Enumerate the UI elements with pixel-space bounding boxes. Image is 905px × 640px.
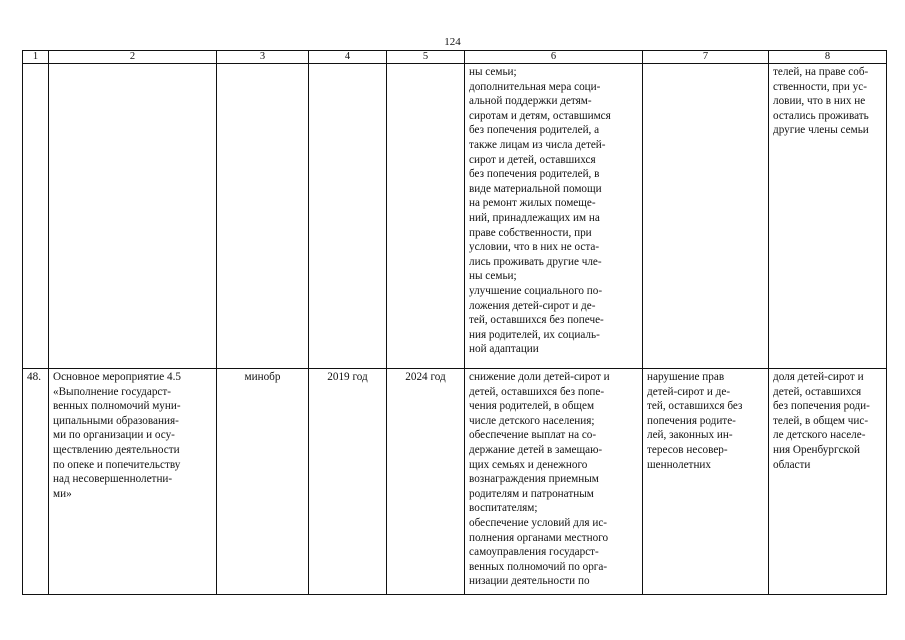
column-number-cell: 3 [217,51,309,64]
column-number-cell: 1 [23,51,49,64]
table-row [23,64,887,369]
expected-result-cell: снижение доли детей-сирот и детей, оставшихся без попе- чения родителей, в общем числе детского населения; обеспечение выплат на со- держание детей в замещаю- щих семьях и денежного вознаграждения приемным родителям и патронатным воспитателям; обеспечение условий для ис- полнения органами местного самоуправления государст- венных полномочий по орга- низации деятельности по [465,369,643,595]
end-year-cell [387,64,465,369]
column-number-cell: 6 [465,51,643,64]
column-number-cell: 4 [309,51,387,64]
end-year-cell: 2024 год [387,369,465,595]
column-number-row [23,51,887,64]
executor-cell: минобр [217,369,309,595]
start-year-cell: 2019 год [309,369,387,595]
page-number: 124 [444,36,461,48]
activity-name-cell [49,64,217,369]
table-row [23,369,887,595]
activity-name-cell: Основное мероприятие 4.5 «Выполнение государст- венных полномочий муни- ципальными образования- ми по организации и осу- ществлению деятельности по опеке и попечительству над несовершеннолетни- ми» [49,369,217,595]
column-number-cell: 7 [643,51,769,64]
row-number-cell: 48. [23,369,49,595]
document-table [22,50,887,595]
row-number-cell [23,64,49,369]
consequences-cell: нарушение прав детей-сирот и де- тей, оставшихся без попечения родите- лей, законных ин- тересов несовер- шеннолетних [643,369,769,595]
indicator-cell: телей, на праве соб- ственности, при ус- ловии, что в них не остались проживать другие члены семьи [769,64,887,369]
indicator-cell: доля детей-сирот и детей, оставшихся без попечения роди- телей, в общем чис- ле детского населе- ния Оренбургской области [769,369,887,595]
expected-result-cell: ны семьи; дополнительная мера соци- альной поддержки детям- сиротам и детям, оставшимся без попечения родителей, а также лицам из числа детей- сирот и детей, оставшихся без попечения родителей, в виде материальной помощи на ремонт жилых помеще- ний, принадлежащих им на праве собственности, при условии, что в них не оста- лись проживать другие чле- ны семьи; улучшение социального по- ложения детей-сирот и де- тей, оставшихся без попече- ния родителей, их социаль- ной адаптации [465,64,643,369]
column-number-cell: 2 [49,51,217,64]
start-year-cell [309,64,387,369]
column-number-cell: 5 [387,51,465,64]
executor-cell [217,64,309,369]
column-number-cell: 8 [769,51,887,64]
consequences-cell [643,64,769,369]
